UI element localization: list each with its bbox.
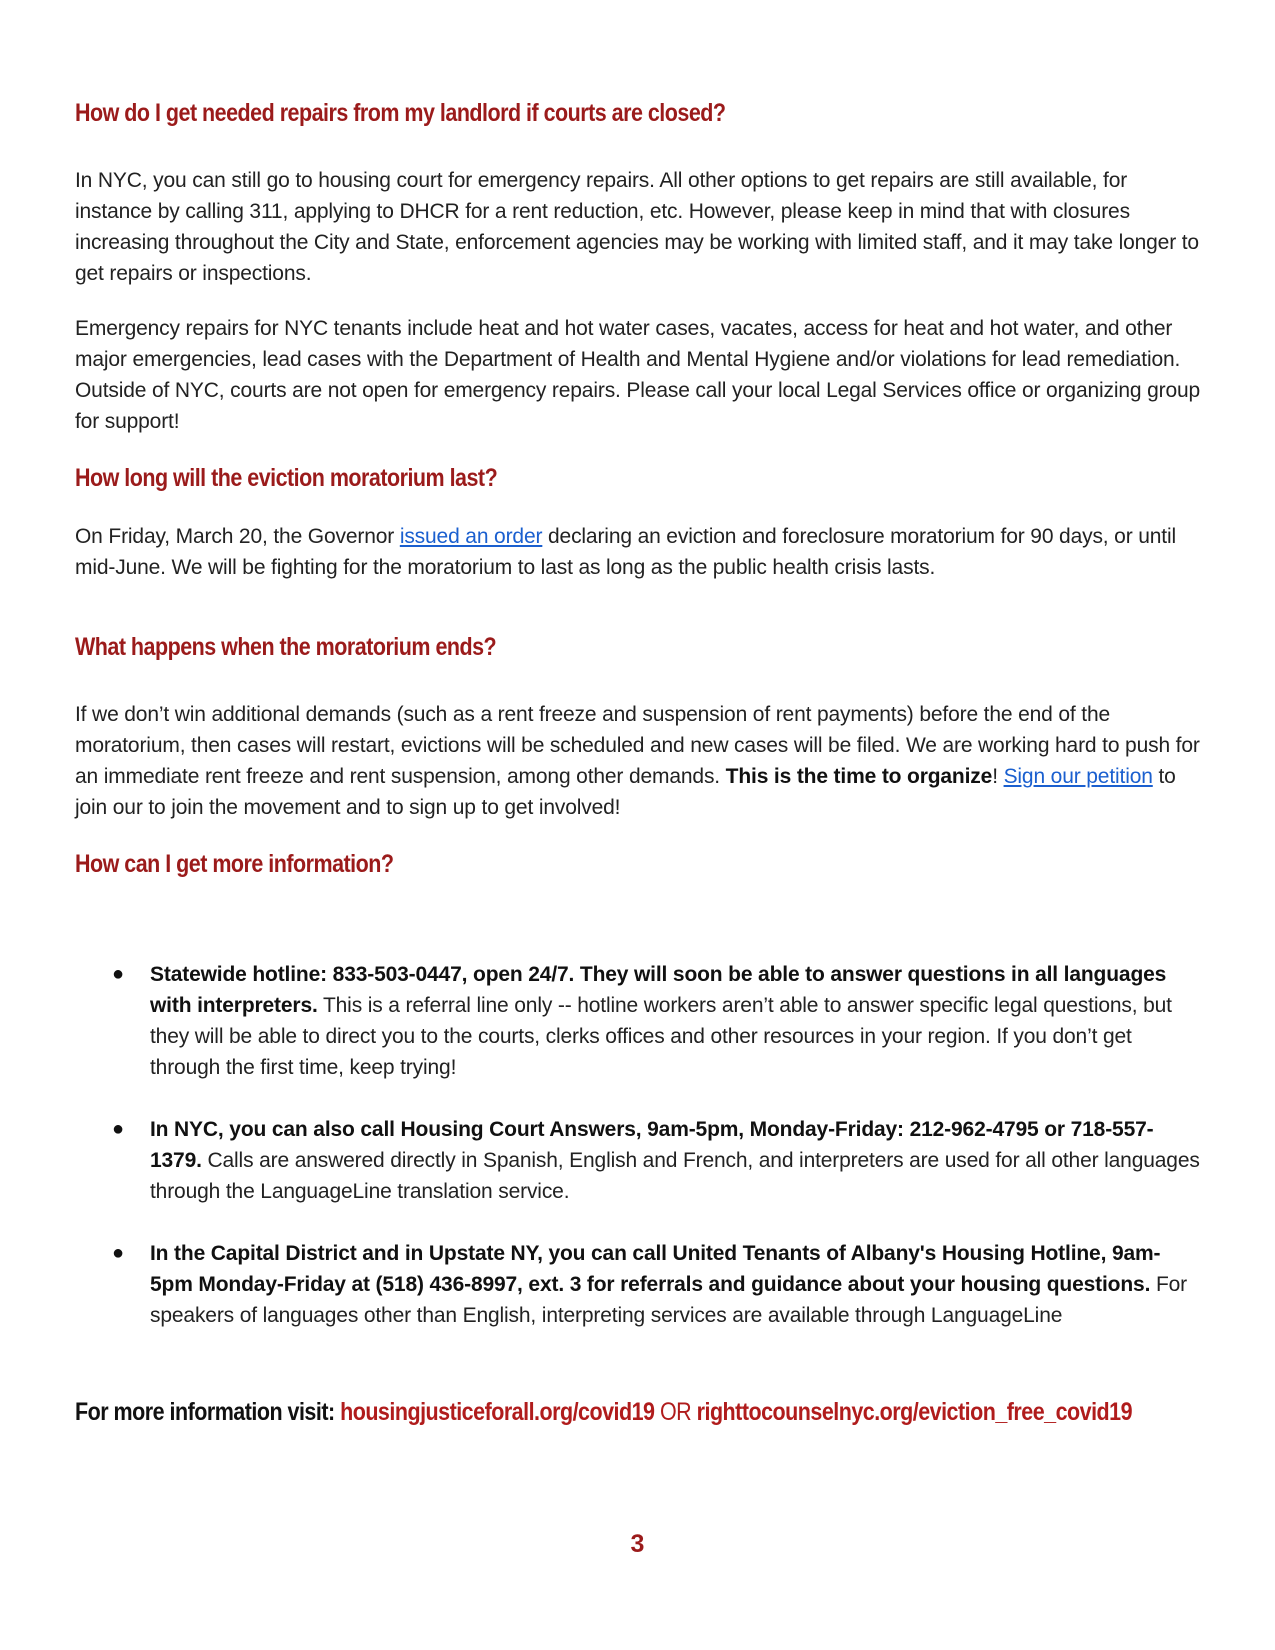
hotline-detail-text: This is a referral line only -- hotline workers aren’t able to answer specific legal questions, but they will be able to direct you to the courts, clerks offices and other resources in your region. If you don’t get through the first time, keep trying!: [150, 994, 1172, 1079]
moratorium-ends-paragraph: [75, 699, 1205, 823]
repairs-paragraph-2: Emergency repairs for NYC tenants include heat and hot water cases, vacates, access for heat and hot water, and other major emergencies, lead cases with the Department of Health and Mental Hygiene and/or violations for lead remediation. Outside of NYC, courts are not open for emergency repairs. Please call your local Legal Services office or organizing group for support!: [75, 317, 1201, 433]
moratorium-text-after-link: declaring an eviction and foreclosure moratorium for 90 days, or until mid-June. We will be fighting for the moratorium to last as long as the public health crisis lasts.: [75, 525, 1177, 579]
section-heading-moratorium-length: How long will the eviction moratorium last?: [75, 464, 498, 492]
section-heading-repairs: How do I get needed repairs from my landlord if courts are closed?: [75, 99, 726, 127]
hotline-detail-text: For speakers of languages other than English, interpreting services are available through LanguageLine: [150, 1273, 1188, 1327]
hotline-bold-text: Statewide hotline: 833-503-0447, open 24/7. They will soon be able to answer questions in all languages with interpreters.: [150, 963, 1167, 1017]
housingjustice-link[interactable]: housingjusticeforall.org/covid19: [340, 1398, 655, 1426]
bullet-icon: ●: [112, 1118, 124, 1140]
moratorium-length-paragraph: [75, 521, 1205, 583]
righttocounsel-link[interactable]: righttocounselnyc.org/eviction_free_covid19: [696, 1398, 1133, 1426]
section-heading-more-info: How can I get more information?: [75, 850, 394, 878]
organize-callout: This is the time to organize: [725, 765, 993, 788]
organize-punctuation: !: [992, 765, 1004, 788]
hotline-item-statewide: [112, 959, 1202, 1083]
moratorium-text-before-link: On Friday, March 20, the Governor: [75, 525, 400, 548]
footer-label: For more information visit:: [75, 1398, 341, 1426]
footer-or: OR: [654, 1398, 697, 1426]
hotline-bold-text: In NYC, you can also call Housing Court Answers, 9am-5pm, Monday-Friday: 212-962-4795 or 718-557-1379.: [150, 1118, 1154, 1172]
repairs-paragraph-1: In NYC, you can still go to housing court for emergency repairs. All other options to get repairs are still available, for instance by calling 311, applying to DHCR for a rent reduction, etc. However, please keep in mind that with closures increasing throughout the City and State, enforcement agencies may be working with limited staff, and it may take longer to get repairs or inspections.: [75, 169, 1199, 285]
hotline-detail-text: Calls are answered directly in Spanish, English and French, and interpreters are used for all other languages through the LanguageLine translation service.: [150, 1149, 1200, 1203]
more-info-footer: [75, 1398, 1132, 1427]
hotline-bold-text: In the Capital District and in Upstate NY, you can call United Tenants of Albany's Housing Hotline, 9am-5pm Monday-Friday at (518) 436-8997, ext. 3 for referrals and guidance about your housing questions.: [150, 1242, 1161, 1296]
hotline-item-upstate: [112, 1238, 1202, 1331]
section-heading-moratorium-ends: What happens when the moratorium ends?: [75, 633, 497, 661]
moratorium-ends-text: If we don’t win additional demands (such as a rent freeze and suspension of rent payments) before the end of the moratorium, then cases will restart, evictions will be scheduled and new cases will be filed. We are working hard to push for an immediate rent freeze and rent suspension, among other demands.: [75, 703, 1200, 788]
sign-petition-link[interactable]: Sign our petition: [1003, 765, 1153, 788]
hotline-item-nyc: [112, 1114, 1202, 1207]
bullet-icon: ●: [112, 1242, 124, 1264]
page-number: 3: [630, 1530, 645, 1558]
bullet-icon: ●: [112, 963, 124, 985]
issued-order-link[interactable]: issued an order: [399, 525, 543, 548]
petition-trailing-text: to join our to join the movement and to sign up to get involved!: [75, 765, 1176, 819]
hotline-list: [112, 959, 1202, 1362]
